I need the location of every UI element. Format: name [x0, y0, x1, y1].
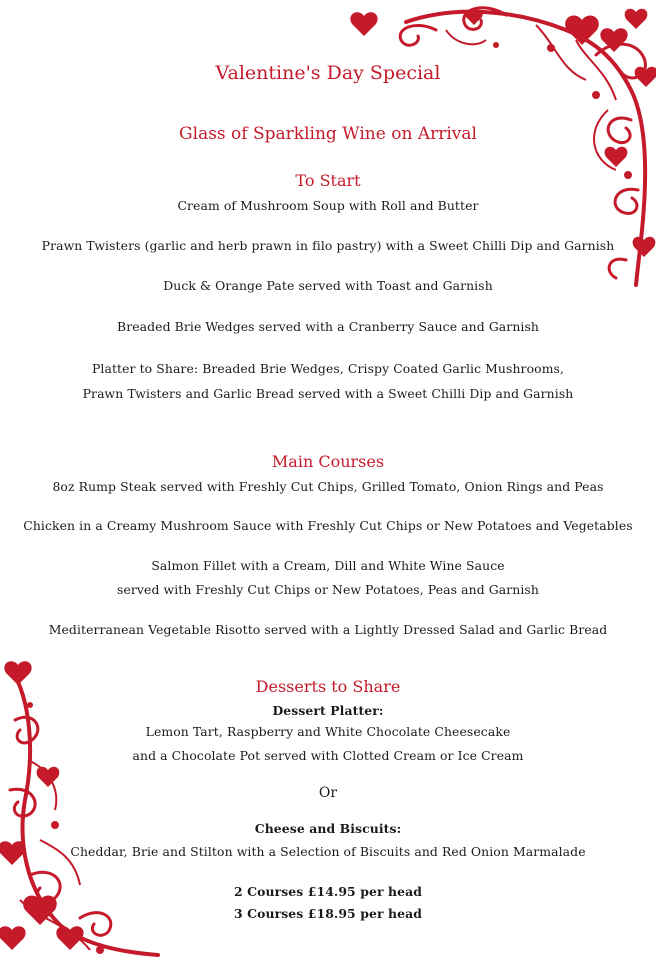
menu-item: Platter to Share: Breaded Brie Wedges, Crispy Coated Garlic Mushrooms,	[91, 361, 565, 376]
or-separator: Or	[318, 785, 338, 801]
section-heading-mains: Main Courses	[271, 452, 385, 471]
menu-item: Cheddar, Brie and Stilton with a Selection of Biscuits and Red Onion Marmalade	[70, 844, 586, 859]
menu-title: Valentine's Day Special	[215, 62, 441, 84]
menu-item: Mediterranean Vegetable Risotto served with a Lightly Dressed Salad and Garlic Bread	[48, 622, 608, 637]
menu-item: Cream of Mushroom Soup with Roll and Butter	[177, 198, 479, 213]
menu-item: Lemon Tart, Raspberry and White Chocolate Cheesecake	[145, 724, 511, 739]
section-heading-starters: To Start	[295, 171, 361, 190]
menu-item: Prawn Twisters (garlic and herb prawn in filo pastry) with a Sweet Chilli Dip and Garnish	[41, 238, 615, 253]
menu-item: Prawn Twisters and Garlic Bread served with a Sweet Chilli Dip and Garnish	[82, 386, 574, 401]
menu-item: and a Chocolate Pot served with Clotted Cream or Ice Cream	[132, 748, 524, 763]
menu-item: Chicken in a Creamy Mushroom Sauce with Freshly Cut Chips or New Potatoes and Vegetables	[23, 518, 633, 533]
cheese-title: Cheese and Biscuits:	[254, 821, 402, 836]
menu-item: served with Freshly Cut Chips or New Potatoes, Peas and Garnish	[117, 582, 539, 597]
price-two-courses: 2 Courses £14.95 per head	[234, 884, 422, 899]
menu-item: Duck & Orange Pate served with Toast and Garnish	[163, 278, 493, 293]
price-three-courses: 3 Courses £18.95 per head	[234, 906, 422, 921]
menu-item: Salmon Fillet with a Cream, Dill and White Wine Sauce	[151, 558, 505, 573]
arrival-offer: Glass of Sparkling Wine on Arrival	[179, 124, 477, 144]
dessert-platter-title: Dessert Platter:	[272, 703, 384, 718]
section-heading-desserts: Desserts to Share	[255, 677, 401, 696]
menu-item: Breaded Brie Wedges served with a Cranberry Sauce and Garnish	[116, 319, 540, 334]
menu-item: 8oz Rump Steak served with Freshly Cut Chips, Grilled Tomato, Onion Rings and Peas	[52, 479, 604, 494]
